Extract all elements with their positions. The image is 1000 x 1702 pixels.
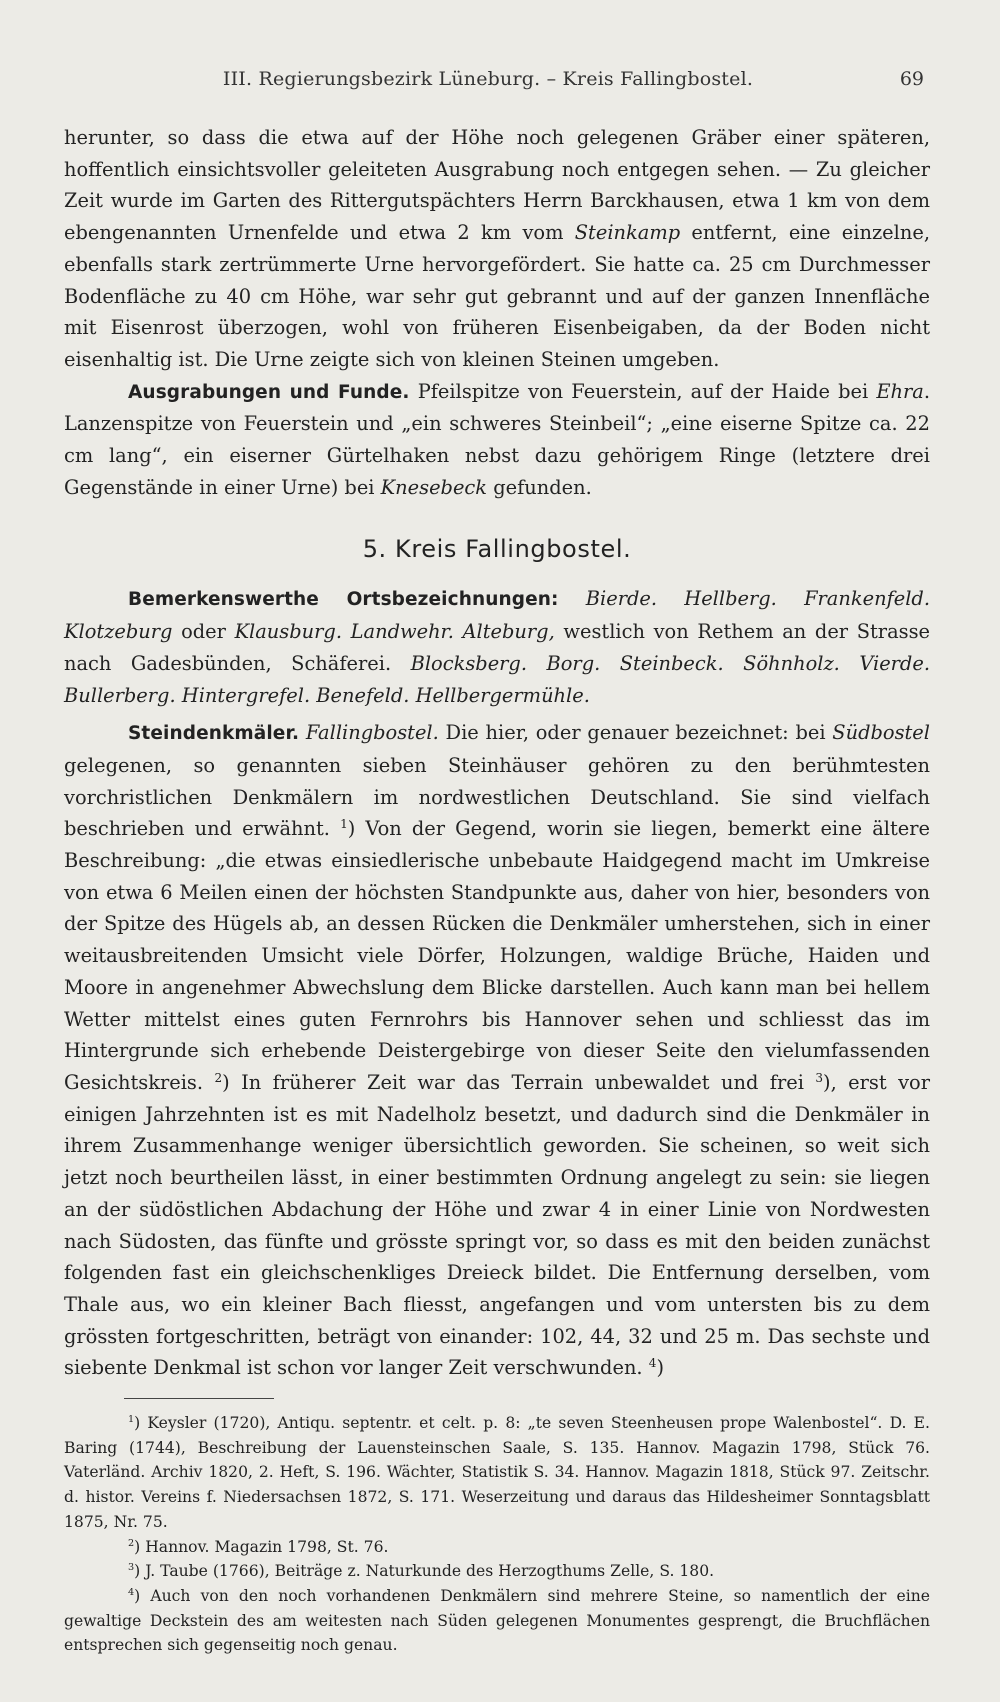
place-name: Blocksberg. (410, 651, 528, 675)
place-name: Klausburg. (234, 620, 342, 644)
paragraph-text: herunter, so dass die etwa auf der Höhe noch gelegenen Gräber einer späteren, hoffentlich einsichtsvoller geleiteten Ausgrabung noch entgegen sehen. — Zu gleicher Zeit wurde im Garten des Rittergutspächters Herrn Barckhausen, etwa 1 km von dem ebengenannten Urnenfelde und etwa 2 km vom (64, 126, 930, 245)
place-name: Alteburg, (462, 620, 555, 644)
run-in-heading-steindenkmaeler: Steindenkmäler. (128, 723, 300, 745)
footnote-text: ) Auch von den noch vorhandenen Denkmälern sind mehrere Steine, so namentlich der eine gewaltige Deckstein des am weitesten nach Süden gelegenen Monumentes gesprengt, die Bruchflächen entsprechen sich gegenseitig noch genau. (64, 1586, 930, 1655)
paragraph-urnenfeld (64, 122, 930, 376)
footnote-text: ) J. Taube (1766), Beiträge z. Naturkunde des Herzogthums Zelle, S. 180. (134, 1562, 715, 1581)
place-name: Frankenfeld. (804, 587, 930, 611)
paragraph-text: oder (172, 620, 235, 644)
place-name: Südbostel (832, 721, 930, 745)
footnote-text: ) Keysler (1720), Antiqu. septentr. et celt. p. 8: „te seven Steenheusen prope Walenbostel“. D. E. Baring (1744), Beschreibung der Lauensteinschen Saale, S. 135. Hannov. Magazin 1798, Stück 76. Vaterländ. Archiv 1820, 2. Heft, S. 196. Wächter, Statistik S. 34. Hannov. Magazin 1818, Stück 97. Zeitschr. d. histor. Vereins f. Niedersachsen 1872, S. 171. Weserzeitung und daraus das Hildesheimer Sonntagsblatt 1875, Nr. 75. (64, 1414, 930, 1531)
place-name: Steinbeck. (619, 651, 724, 675)
paragraph-text: Die hier, oder genauer bezeichnet: bei (438, 721, 833, 745)
place-name: Bierde. (585, 587, 658, 611)
paragraph-text: gelegenen, so genannten sieben Steinhäuser gehören zu den berühmtesten vorchristlichen Denkmälern im nordwestlichen Deutschland. Sie sind vielfach beschrieben und erwähnt. (64, 753, 930, 841)
footnote-4 (64, 1584, 930, 1658)
footnote-ref[interactable]: 2 (214, 1070, 223, 1085)
place-name: Bullerberg. (64, 683, 176, 707)
section-heading: 5. Kreis Fallingbostel. (362, 535, 632, 564)
paragraph-steindenkmaeler (64, 717, 930, 1384)
footnote-mark: 1 (128, 1414, 135, 1426)
footnote-1 (64, 1411, 930, 1535)
footnote-ref[interactable]: 4 (648, 1356, 657, 1371)
main-text (64, 122, 930, 1658)
paragraph-text: entfernt, eine einzelne, ebenfalls stark zertrümmerte Urne hervorgefördert. Sie hatte ca. 25 cm Durchmesser Bodenfläche zu 40 cm Höhe, war sehr gut gebrannt und auf der ganzen Innenfläche mit Eisenrost überzogen, wohl von früheren Eisenbeigaben, da der Boden nicht eisenhaltig ist. Die Urne zeigte sich von kleinen Steinen umgeben. (64, 221, 930, 371)
place-name: Benefeld. (316, 683, 410, 707)
footnote-mark: 3 (128, 1562, 135, 1574)
place-name: Hellberg. (684, 587, 777, 611)
paragraph-text: ), erst vor einigen Jahrzehnten ist es mit Nadelholz besetzt, und dadurch sind die Denkmäler in ihrem Zusammenhange weniger übersichtlich geworden. Sie scheinen, so weit sich jetzt noch beurtheilen lässt, in einer bestimmten Ordnung angelegt zu sein: sie liegen an der südöstlichen Abdachung der Höhe und zwar 4 in einer Linie von Nordwesten nach Südosten, das fünfte und grösste springt vor, so dass es mit den beiden zunächst folgenden fast ein gleichschenkliges Dreieck bildet. Die Entfernung derselben, vom Thale aus, wo ein kleiner Bach fliesst, angefangen und vom untersten bis zu dem grössten fortgeschritten, beträgt von einander: 102, 44, 32 und 25 m. Das sechste und siebente Denkmal ist schon vor langer Zeit verschwunden. (64, 1070, 930, 1380)
place-name: Ehra (876, 379, 924, 403)
place-name: Knesebeck (380, 475, 488, 499)
paragraph-text: ) In früherer Zeit war das Terrain unbewaldet und frei (222, 1070, 804, 1094)
running-title: III. Regierungsbezirk Lüneburg. – Kreis Fallingbostel. (222, 68, 754, 90)
run-in-heading-ortsbezeichnungen: Bemerkenswerthe Ortsbezeichnungen: (128, 589, 559, 611)
place-name: Hintergrefel. (181, 683, 311, 707)
footnote-text: ) Hannov. Magazin 1798, St. 76. (134, 1537, 389, 1556)
place-name: Landwehr. (350, 620, 454, 644)
paragraph-text: . Lanzenspitze von Feuerstein und „ein schweres Steinbeil“; „eine eiserne Spitze ca. 22 cm lang“, ein eiserner Gürtelhaken nebst dazu gehörigem Ringe (letztere drei Gegenstände in einer Urne) bei (64, 379, 930, 499)
footnote-3 (64, 1559, 930, 1584)
footnotes (64, 1411, 930, 1658)
footnote-2 (64, 1535, 930, 1560)
paragraph-ausgrabungen (64, 376, 930, 504)
footnote-mark: 2 (128, 1537, 135, 1549)
footnote-mark: 4 (128, 1587, 135, 1599)
place-name: Söhnholz. (743, 651, 840, 675)
running-header (52, 68, 924, 102)
place-name: Klotzeburg (64, 620, 173, 644)
place-name: Steinkamp (574, 221, 681, 245)
place-name: Hellbergermühle. (415, 683, 590, 707)
footnote-ref[interactable]: 1 (340, 817, 348, 832)
paragraph-text: westlich von Rethem an der Strasse nach Gadesbünden, Schäferei. (64, 620, 931, 675)
footnote-ref[interactable]: 3 (815, 1070, 824, 1085)
place-name: Fallingbostel. (305, 721, 439, 745)
paragraph-text: gefunden. (487, 475, 592, 499)
paragraph-ortsbezeichnungen (64, 583, 930, 711)
place-name: Vierde. (859, 651, 930, 675)
run-in-heading-ausgrabungen: Ausgrabungen und Funde. (128, 381, 410, 403)
paragraph-text: Pfeilspitze von Feuerstein, auf der Haide bei (409, 379, 877, 403)
paragraph-text: ) (656, 1356, 665, 1380)
paragraph-text: ) Von der Gegend, worin sie liegen, bemerkt eine ältere Beschreibung: „die etwas einsiedlerische unbebaute Haidgegend macht im Umkreise von etwa 6 Meilen einen der höchsten Standpunkte aus, daher von hier, besonders von der Spitze des Hügels ab, an dessen Rücken die Denkmäler umherstehen, sich in einer weitausbreitenden Umsicht viele Dörfer, Holzungen, waldige Brüche, Haiden und Moore in angenehmer Abwechslung dem Blicke darstellen. Auch kann man bei hellem Wetter mittelst eines guten Fernrohrs bis Hannover sehen und schliesst das im Hintergrunde sich erhebende Deistergebirge von dieser Seite den vielumfassenden Gesichtskreis. (64, 817, 930, 1094)
place-name: Borg. (546, 651, 601, 675)
footnote-separator (124, 1398, 274, 1399)
page-number: 69 (899, 68, 924, 90)
